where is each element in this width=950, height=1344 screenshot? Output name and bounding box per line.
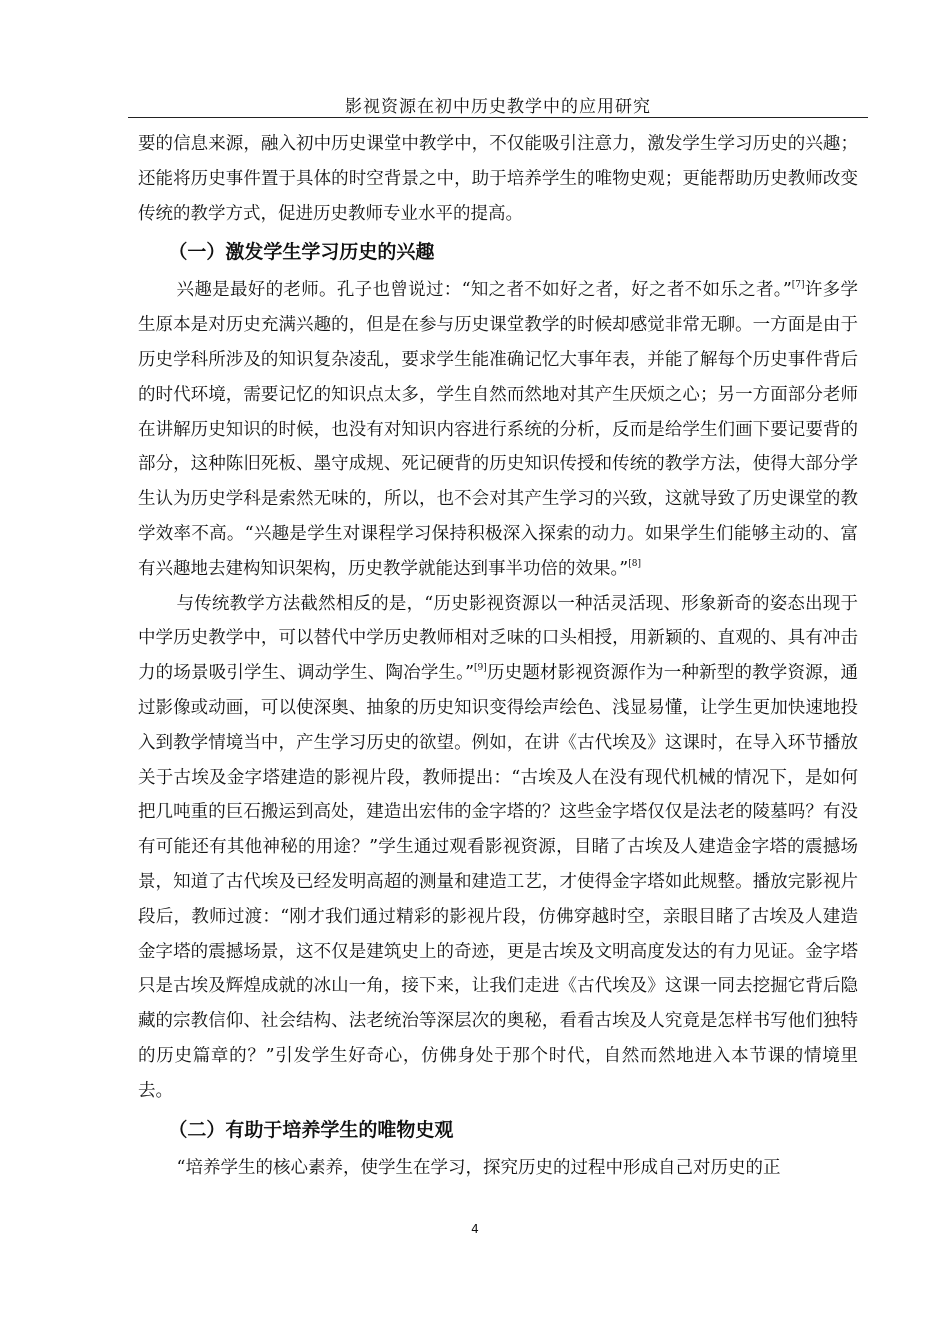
- paragraph-interest-1: [138, 273, 858, 586]
- paragraph-text: 兴趣是最好的老师。孔子也曾说过：“知之者不如好之者，好之者不如乐之者。”: [176, 280, 792, 301]
- intro-paragraph: 要的信息来源，融入初中历史课堂中教学中，不仅能吸引注意力，激发学生学习历史的兴趣；还能将历史事件置于具体的时空背景之中，助于培养学生的唯物史观；更能帮助历史教师改变传统的教学方式，促进历史教师专业水平的提高。: [138, 134, 858, 224]
- running-header: 影视资源在初中历史教学中的应用研究: [345, 97, 651, 117]
- paragraph-text: 历史题材影视资源作为一种新型的教学资源，通过影像或动画，可以使深奥、抽象的历史知识变得绘声绘色、浅显易懂，让学生更加快速地投入到教学情境当中，产生学习历史的欲望。例如，在讲《古代埃及》这课时，在导入环节播放关于古埃及金字塔建造的影视片段，教师提出：“古埃及人在没有现代机械的情况下，是如何把几吨重的巨石搬运到高处，建造出宏伟的金字塔的？这些金字塔仅仅是法老的陵墓吗？有没有可能还有其他神秘的用途？”学生通过观看影视资源，目睹了古埃及人建造金字塔的震撼场景，知道了古代埃及已经发明高超的测量和建造工艺，才使得金字塔如此规整。播放完影视片段后，教师过渡：“刚才我们通过精彩的影视片段，仿佛穿越时空，亲眼目睹了古埃及人建造金字塔的震撼场景，这不仅是建筑史上的奇迹，更是古埃及文明高度发达的有力见证。金字塔只是古埃及辉煌成就的冰山一角，接下来，让我们走进《古代埃及》这课一同去挖掘它背后隐藏的宗教信仰、社会结构、法老统治等深层次的奥秘，看看古埃及人究竟是怎样书写他们独特的历史篇章的？”引发学生好奇心，仿佛身处于那个时代，自然而然地进入本节课的情境里去。: [138, 663, 858, 1101]
- section-heading-materialism: （二）有助于培养学生的唯物史观: [168, 1118, 454, 1141]
- page-number: 4: [471, 1222, 479, 1236]
- citation-ref-8: [8]: [628, 558, 641, 569]
- paragraph-text: 与传统教学方法截然相反的是，“历史影视资源以一种活灵活现、形象新奇的姿态出现于中学历史教学中，可以替代中学历史教师相对乏味的口头相授，用新颖的、直观的、具有冲击力的场景吸引学生、调动学生、陶冶学生。”: [138, 593, 858, 684]
- citation-ref-7: [7]: [791, 280, 805, 291]
- citation-ref-9: [9]: [474, 663, 487, 674]
- header-divider: [128, 117, 868, 118]
- paragraph-text: 许多学生原本是对历史充满兴趣的，但是在参与历史课堂教学的时候却感觉非常无聊。一方面是由于历史学科所涉及的知识复杂凌乱，要求学生能准确记忆大事年表，并能了解每个历史事件背后的时代环境，需要记忆的知识点太多，学生自然而然地对其产生厌烦之心；另一方面部分老师在讲解历史知识的时候，也没有对知识内容进行系统的分析，反而是给学生们画下要记要背的部分，这种陈旧死板、墨守成规、死记硬背的历史知识传授和传统的教学方法，使得大部分学生认为历史学科是索然无味的，所以，也不会对其产生学习的兴致，这就导致了历史课堂的教学效率不高。“兴趣是学生对课程学习保持积极深入探索的动力。如果学生们能够主动的、富有兴趣地去建构知识架构，历史教学就能达到事半功倍的效果。”: [138, 280, 859, 579]
- document-body: [138, 127, 858, 1185]
- paragraph-materialism-1: “培养学生的核心素养，使学生在学习，探究历史的过程中形成自己对历史的正: [176, 1157, 781, 1178]
- section-heading-interest: （一）激发学生学习历史的兴趣: [168, 241, 435, 264]
- paragraph-interest-2: [138, 587, 858, 1109]
